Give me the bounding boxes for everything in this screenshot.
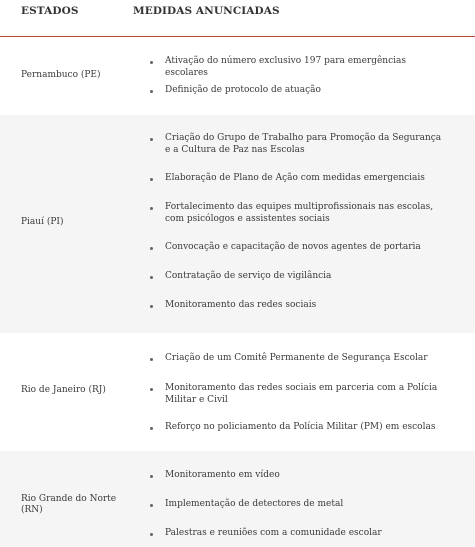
- state-name: Piauí (PI): [21, 217, 64, 227]
- list-item: Elaboração de Plano de Ação com medidas emergenciais: [150, 173, 447, 185]
- header-states: ESTADOS: [21, 5, 79, 17]
- list-item: Contratação de serviço de vigilância: [150, 271, 447, 283]
- list-item: Criação do Grupo de Trabalho para Promoção da Segurança e a Cultura de Paz nas Escolas: [150, 133, 447, 156]
- list-item: Palestras e reuniões com a comunidade escolar: [150, 528, 447, 540]
- list-item: Convocação e capacitação de novos agentes de portaria: [150, 242, 447, 254]
- list-item: Definição de protocolo de atuação: [150, 85, 447, 97]
- table-row: [0, 37, 475, 115]
- list-item: Fortalecimento das equipes multiprofissionais nas escolas, com psicólogos e assistentes sociais: [150, 202, 447, 225]
- list-item: Monitoramento das redes sociais: [150, 300, 447, 312]
- table-row: [0, 115, 475, 333]
- state-name: Pernambuco (PE): [21, 70, 101, 80]
- list-item: Criação de um Comitê Permanente de Segurança Escolar: [150, 353, 447, 365]
- list-item: Monitoramento das redes sociais em parceria com a Polícia Militar e Civil: [150, 383, 447, 406]
- state-name: Rio Grande do Norte (RN): [21, 494, 117, 515]
- list-item: Reforço no policiamento da Polícia Militar (PM) em escolas: [150, 422, 447, 434]
- list-item: Implementação de detectores de metal: [150, 499, 447, 511]
- list-item: Ativação do número exclusivo 197 para emergências escolares: [150, 56, 447, 79]
- header-measures: MEDIDAS ANUNCIADAS: [133, 5, 280, 17]
- table-row: [0, 333, 475, 451]
- list-item: Monitoramento em vídeo: [150, 470, 447, 482]
- table-row: [0, 451, 475, 547]
- table-header: [0, 0, 475, 37]
- state-name: Rio de Janeiro (RJ): [21, 385, 106, 395]
